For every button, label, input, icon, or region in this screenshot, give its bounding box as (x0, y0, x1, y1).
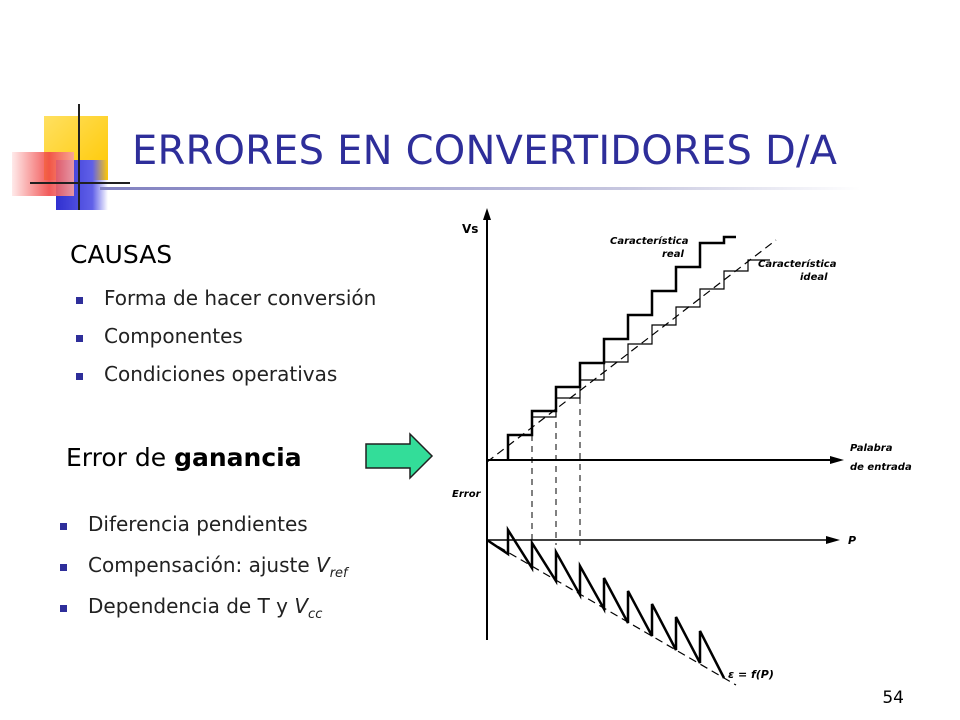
real-staircase (508, 237, 736, 460)
ideal-dashed-line (487, 240, 776, 462)
vcc-subscript: cc (308, 607, 323, 622)
deco-horizontal-line (30, 182, 130, 184)
list-item (70, 286, 376, 324)
vref-subscript: ref (329, 566, 348, 581)
real-label-line2: real (662, 249, 684, 260)
slide-title: ERRORES EN CONVERTIDORES D/A (132, 128, 838, 174)
title-underline (100, 187, 860, 190)
list-item-text: Diferencia pendientes (88, 512, 308, 536)
page-number: 54 (882, 688, 904, 708)
bullet-square (60, 523, 67, 530)
deco-vertical-line (78, 104, 80, 210)
list-item (70, 362, 376, 400)
list-item-text: Condiciones operativas (104, 362, 338, 386)
list-item (54, 512, 348, 553)
gain-error-emphasis: ganancia (174, 443, 302, 472)
ideal-label-line1: Característica (758, 259, 837, 270)
p-axis-label: P (848, 534, 857, 547)
gain-error-heading (66, 443, 302, 472)
list-item-text: Forma de hacer conversión (104, 286, 377, 310)
x-axis-label-line1: Palabra (850, 443, 893, 454)
list-item-text: Componentes (104, 324, 243, 348)
ideal-staircase (508, 260, 770, 460)
list-item-text: Dependencia de T y (88, 594, 295, 618)
error-sawtooth (487, 530, 724, 678)
list-item (70, 324, 376, 362)
causas-list (70, 286, 376, 400)
vcc-symbol: V (294, 594, 309, 618)
bullet-square (76, 335, 83, 342)
bullet-square (60, 605, 67, 612)
vref-symbol: V (316, 553, 330, 577)
gain-error-prefix: Error de (66, 443, 175, 472)
y-axis-label: Vs (462, 222, 479, 236)
gain-error-list (54, 512, 348, 635)
bullet-square (76, 297, 83, 304)
error-envelope (487, 540, 736, 685)
list-item (54, 553, 348, 594)
y-axis-arrowhead (483, 208, 491, 220)
bullet-square (76, 373, 83, 380)
bullet-square (60, 564, 67, 571)
ideal-label-line2: ideal (800, 272, 828, 283)
list-item-text: Compensación: ajuste (88, 553, 317, 577)
error-function-label: ε = f(P) (728, 668, 774, 681)
x-axis-arrowhead (830, 456, 844, 464)
gain-error-diagram (440, 200, 930, 700)
p-axis-arrowhead (826, 536, 840, 544)
error-axis-label: Error (452, 489, 481, 500)
right-arrow-icon (364, 432, 436, 480)
deco-red-square (12, 152, 74, 196)
x-axis-label-line2: de entrada (850, 462, 912, 473)
list-item (54, 594, 348, 635)
title-decoration (0, 90, 140, 220)
real-label-line1: Característica (610, 236, 689, 247)
causas-heading: CAUSAS (70, 240, 173, 269)
